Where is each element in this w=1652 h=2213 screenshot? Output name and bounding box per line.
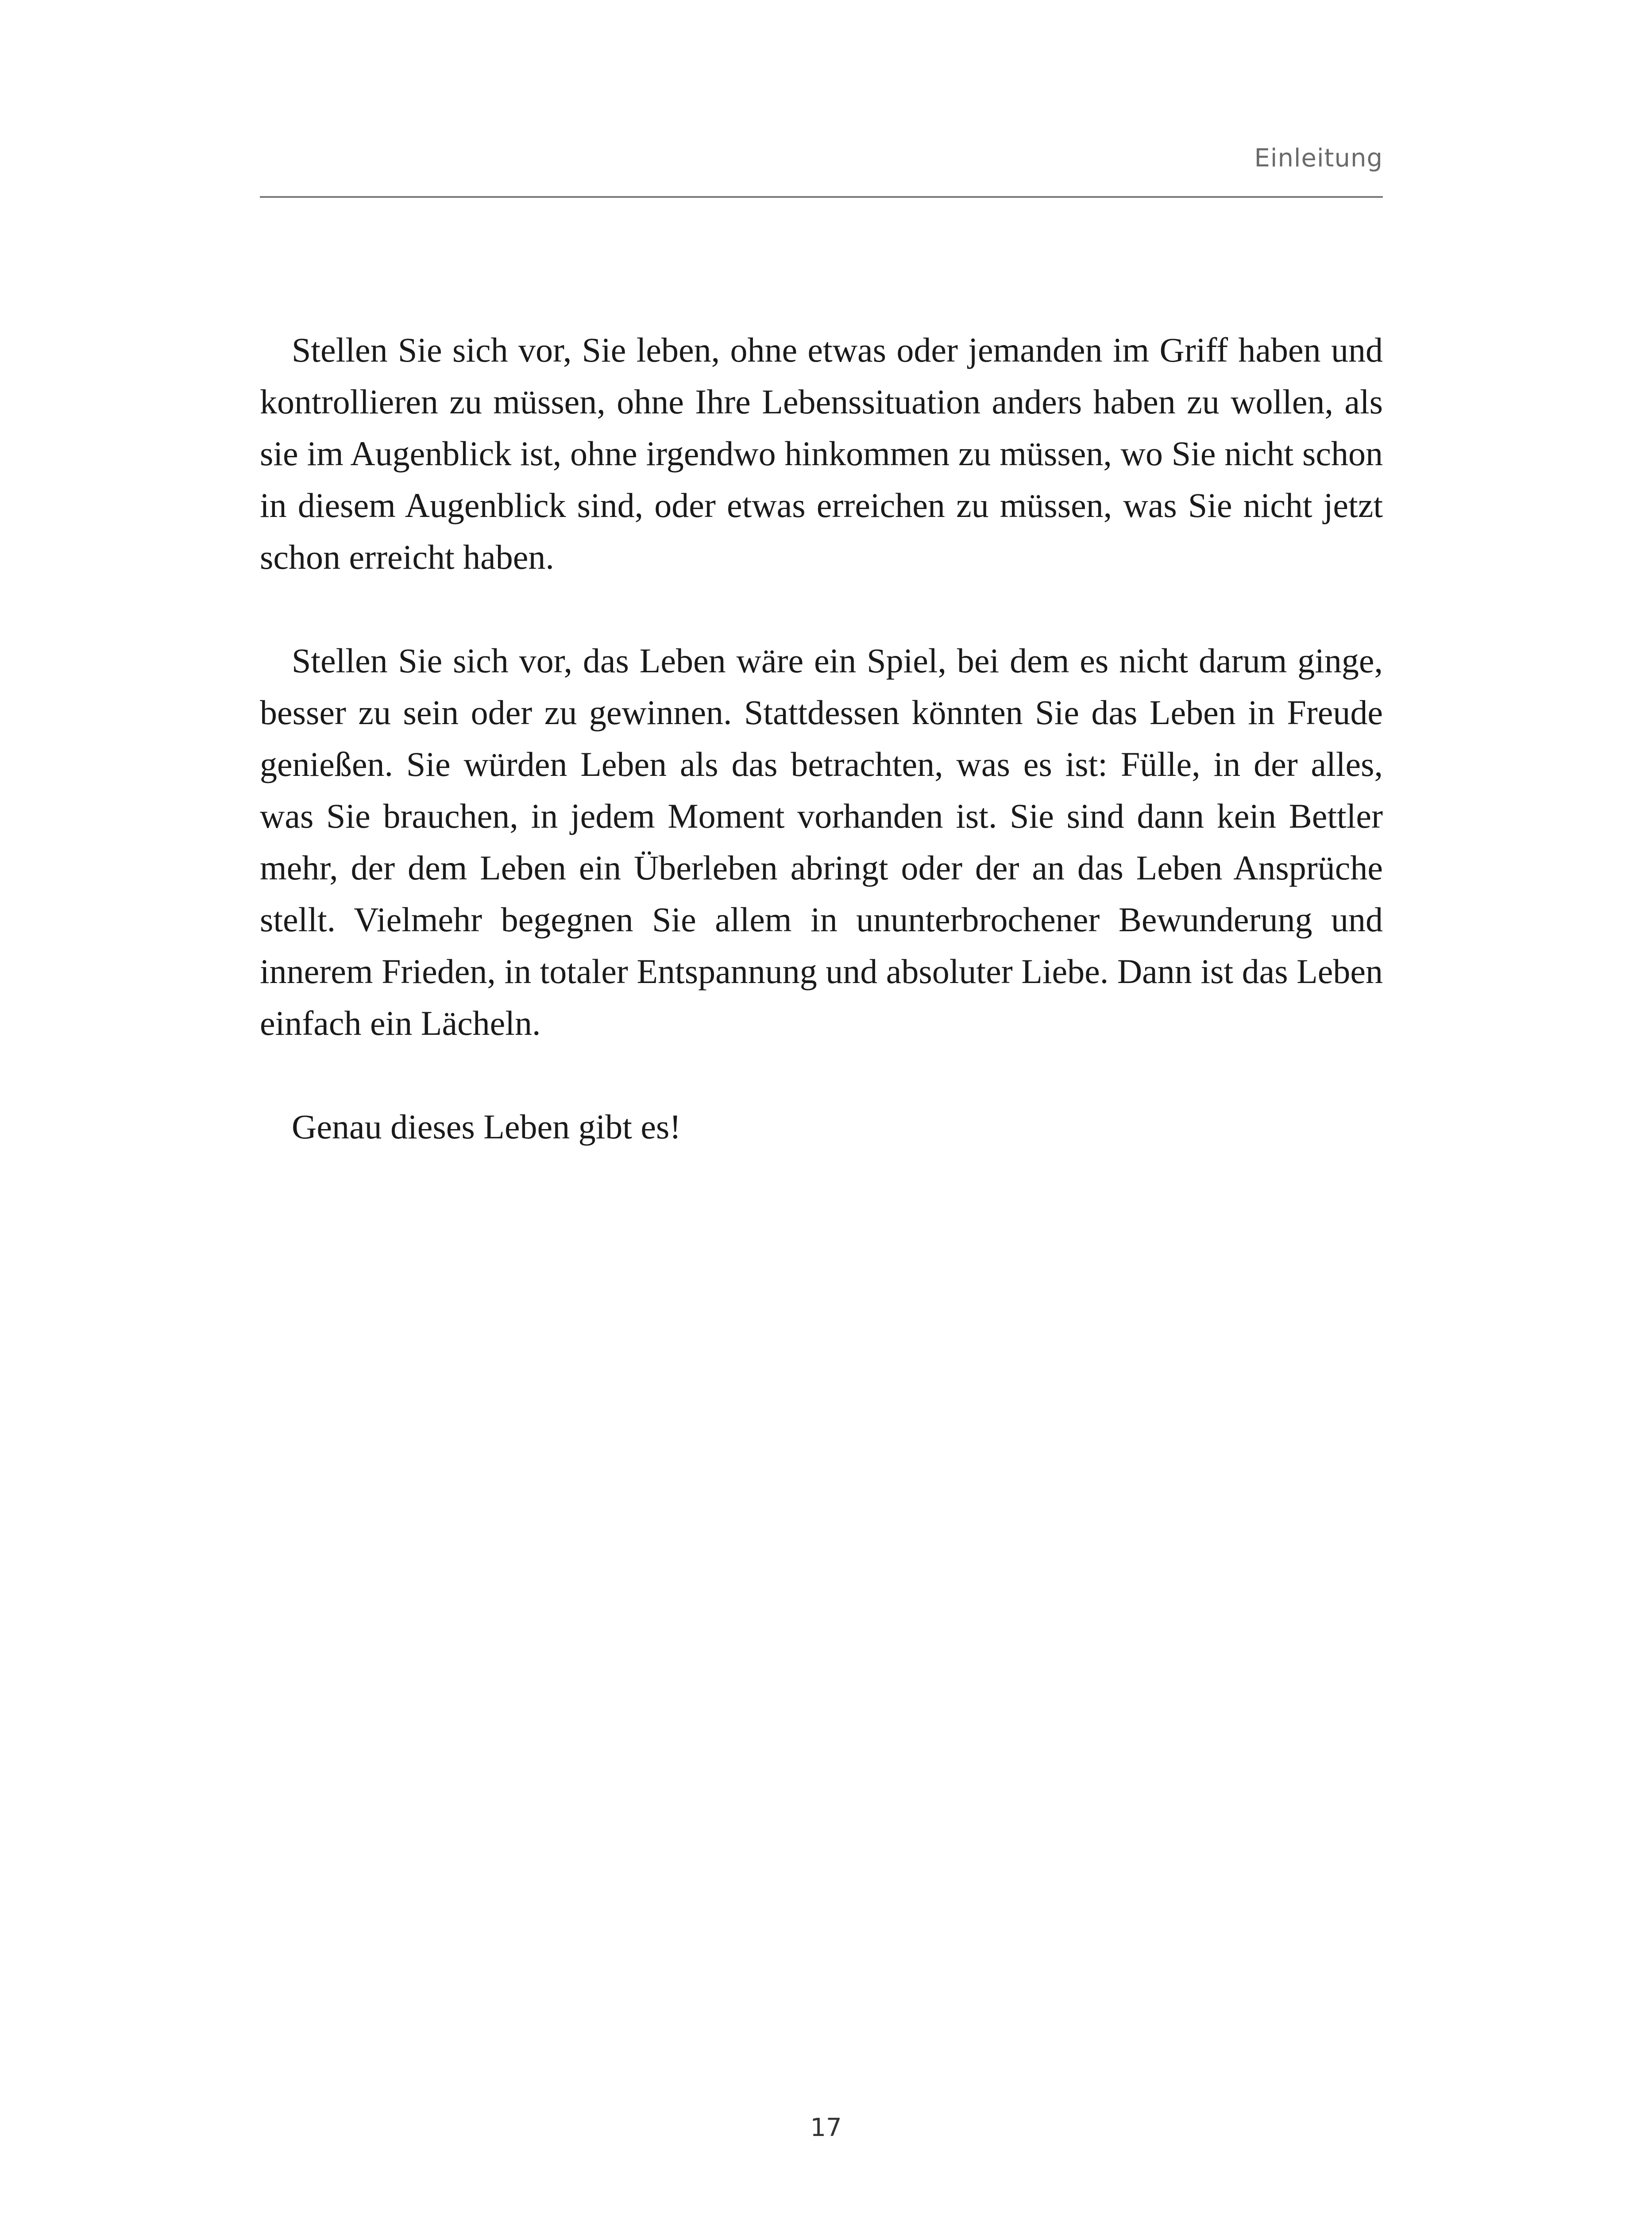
paragraph-2: Stellen Sie sich vor, das Leben wäre ein Spiel, bei dem es nicht darum ginge, besser zu sein oder zu gewinnen. Stattdessen könnten Sie das Leben in Freude genießen. Sie würden Leben als das betrachten, was es ist: Fülle, in der alles, was Sie brauchen, in jedem Moment vorhanden ist. Sie sind dann kein Bettler mehr, der dem Leben ein Überleben abringt oder der an das Leben Ansprüche stellt. Vielmehr begegnen Sie allem in ununterbrochener Bewunderung und innerem Frieden, in totaler Entspannung und absoluter Liebe. Dann ist das Leben einfach ein Lächeln. (260, 641, 1383, 1042)
paragraph-3: Genau dieses Leben gibt es! (292, 1107, 681, 1146)
header-divider (260, 196, 1383, 198)
paragraph-1: Stellen Sie sich vor, Sie leben, ohne etwas oder jemanden im Griff haben und kontrollieren zu müssen, ohne Ihre Lebenssituation anders haben zu wollen, als sie im Augenblick ist, ohne irgendwo hinkommen zu müssen, wo Sie nicht schon in diesem Augenblick sind, oder etwas erreichen zu müssen, was Sie nicht jetzt schon erreicht haben. (260, 331, 1383, 576)
page-number: 17 (810, 2113, 842, 2142)
body-text (260, 324, 1383, 1204)
running-head-title: Einleitung (1254, 144, 1383, 173)
